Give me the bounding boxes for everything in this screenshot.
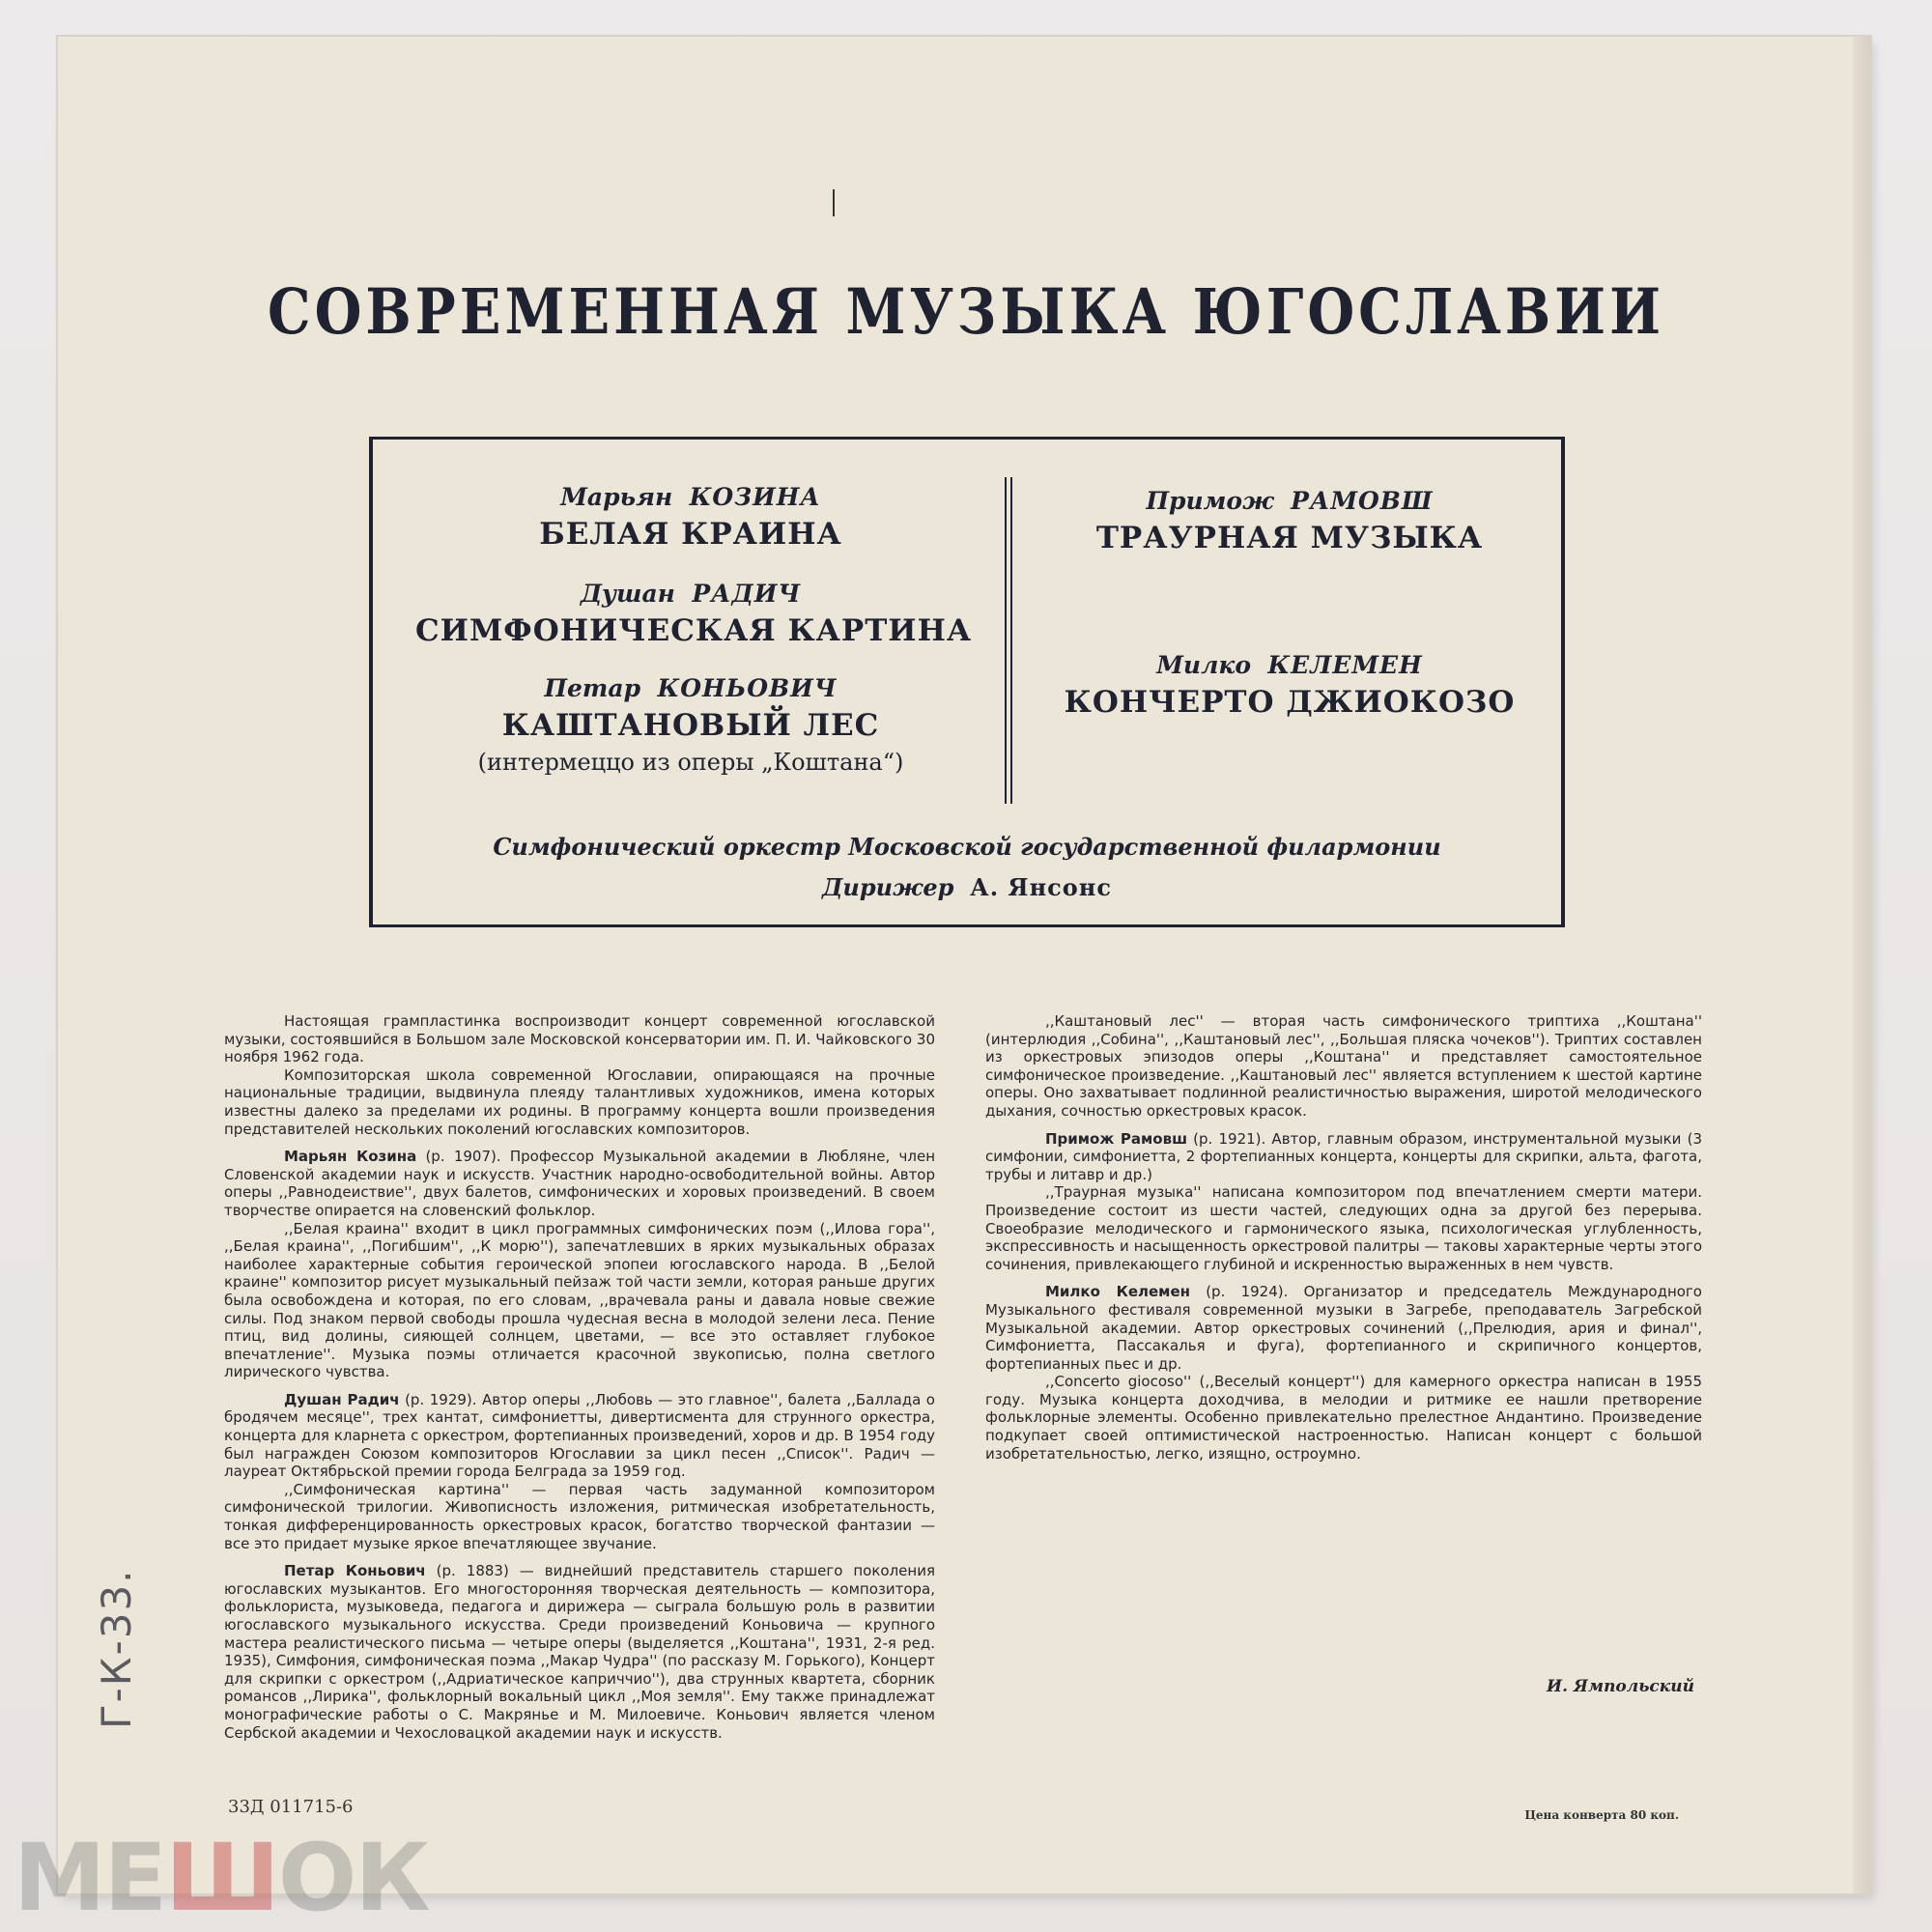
conductor-line xyxy=(369,873,1565,901)
notes-paragraph xyxy=(224,1391,935,1481)
work-title: СИМФОНИЧЕСКАЯ КАРТИНА xyxy=(415,613,973,648)
crop-mark xyxy=(833,189,835,216)
work-title: КОНЧЕРТО ДЖИОКОЗО xyxy=(1064,685,1516,720)
work-radich xyxy=(415,578,973,651)
composer-last-name: КОЗИНА xyxy=(689,483,821,511)
composer-name xyxy=(1034,649,1546,682)
work-title: КАШТАНОВЫЙ ЛЕС xyxy=(501,708,880,743)
composer-last-name: РАМОВШ xyxy=(1291,487,1434,515)
watermark-left: МЕ xyxy=(14,1824,166,1932)
notes-paragraph: ,,Каштановый лес'' — вторая часть симфонического триптиха ,,Коштана'' (интерлюдия ,,Собина'', ,,Каштановый лес'', ,,Большая пляска чочеков''). Триптих составлен из оркестровых эпизодов оперы ,,Коштана'' и представляет самостоятельное симфоническое произведение. ,,Каштановый лес'' является вступлением к шестой картине оперы. Оно захватывает подлинной реалистичностью выражения, широтой мелодического дыхания, сочностью оркестровых красок. xyxy=(985,1012,1702,1120)
work-title: ТРАУРНАЯ МУЗЫКА xyxy=(1095,521,1484,555)
work-kozina xyxy=(415,481,966,554)
composer-name xyxy=(1034,485,1546,518)
composer-bio: (р. 1929). Автор оперы ,,Любовь — это главное'', балета ,,Баллада о бродячем месяце'', трех кантат, симфониетты, дивертисмента для струнного оркестра, концерта для кларнета с оркестром, фортепианных произведений, хоров и др. В 1954 году был награжден Союзом композиторов Югославии за цикл песен ,,Список''. Радич — лауреат Октябрьской премии города Белграда за 1959 год. xyxy=(224,1390,935,1481)
notes-paragraph: ,,Белая краина'' входит в цикл программных симфонических поэм (,,Илова гора'', ,,Белая краина'', ,,Погибшим'', ,,К морю''), запечатлевших в ярких музыкальных образах наиболее характерные события героической эпопеи югославского народа. В ,,Белой краине'' композитор рисует музыкальный пейзаж той части земли, которая раньше других была освобождена и которая, по его словам, ,,врачевала раны и давала новые свежие силы. Под знаком первой свободы прошла чудесная весна в молодой зелени леса. Пение птиц, вид долины, сияющей солнцем, цветами, — все это оставляет глубокое впечатление''. Музыка поэмы отличается красочной звукописью, полна светлого лирического чувства. xyxy=(224,1219,935,1381)
composer-heading: Душан Радич xyxy=(284,1390,400,1408)
notes-author: И. Ямпольский xyxy=(1547,1677,1694,1696)
composer-heading: Примож Рамовш xyxy=(1045,1129,1188,1148)
composer-first-name: Петар xyxy=(544,674,641,702)
watermark-mid: Ш xyxy=(165,1824,278,1932)
notes-paragraph: ,,Симфоническая картина'' — первая часть задуманной композитором симфонической трилогии. Живописность изложения, ритмическая изобретательность, тонкая дифференцированность оркестровых красок, богатство творческой фантазии — все это придает музыке яркое впечатляющее звучание. xyxy=(224,1480,935,1552)
composer-last-name: КОНЬОВИЧ xyxy=(657,674,838,702)
composer-bio: (р. 1883) — виднейший представитель старшего поколения югославских музыкантов. Его многосторонняя творческая деятельность — композитора, фольклориста, музыковеда, педагога и дирижера — сыграла большую роль в развитии югославского музыкального искусства. Среди произведений Коньовича — крупного мастера реалистического письма — четыре оперы (выделяется ,,Коштана'', 1931, 2-я ред. 1935), Симфония, симфоническая поэма ,,Макар Чудра'' (по рассказу М. Горького), Концерт для скрипки с оркестром (,,Адриатическое каприччио''), два струнных квартета, сборник романсов ,,Лирика'', фольклорный вокальный цикл ,,Моя земля''. Ему также принадлежат монографические работы о С. Макрянье и М. Милоевиче. Коньович является членом Сербской академии и Чехословацкой академии наук и искусств. xyxy=(224,1562,935,1742)
composer-bio: (р. 1921). Автор, главным образом, инструментальной музыки (3 симфонии, симфониетта, 2 фортепианных концерта, концерты для скрипки, альта, фагота, трубы и литавр и др.) xyxy=(985,1129,1702,1183)
composer-name xyxy=(415,481,966,514)
composer-heading: Марьян Козина xyxy=(284,1148,417,1166)
composer-heading: Петар Коньович xyxy=(284,1562,426,1580)
composer-first-name: Душан xyxy=(580,580,675,608)
notes-paragraph: ,,Траурная музыка'' написана композитором под впечатлением смерти матери. Произведение состоит из шести частей, следующих одна за другой без перерыва. Своеобразие мелодического и гармонического языка, психологическая углубленность, экспрессивность и насыщенность оркестровой палитры — таковы характерные черты этого сочинения, привлекающего глубиной и искренностью выраженных в нем чувств. xyxy=(985,1183,1702,1273)
composer-last-name: РАДИЧ xyxy=(692,580,802,608)
watermark-logo xyxy=(14,1824,429,1932)
work-title: БЕЛАЯ КРАИНА xyxy=(539,517,842,552)
notes-paragraph: ,,Concerto giocoso'' (,,Веселый концерт'') для камерного оркестра написан в 1955 году. Музыка концерта доходчива, в мелодии и ритмике ее нашли претворение фольклорные элементы. Особенно привлекательно прелестное Андантино. Произведение подкупает своей оптимистической настроенностью. Написан концерт с большой изобретательностью, легко, изящно, остроумно. xyxy=(985,1373,1702,1463)
work-konjovich xyxy=(415,672,966,779)
notes-paragraph xyxy=(985,1283,1702,1373)
composer-heading: Милко Келемен xyxy=(1045,1283,1190,1301)
composer-first-name: Примож xyxy=(1146,487,1274,515)
notes-paragraph: Композиторская школа современной Югославии, опирающаяся на прочные национальные традиции, выдвинула плеяду талантливых художников, имена которых известны далеко за пределами их родины. В программу концерта вошли произведения представителей нескольких поколений югославских композиторов. xyxy=(224,1065,935,1138)
conductor-label: Дирижер xyxy=(822,873,954,901)
composer-bio: (р. 1924). Организатор и председатель Международного Музыкального фестиваля современной музыки в Загребе, преподаватель Загребской Музыкальной академии. Автор оркестровых сочинений (,,Прелюдия, ария и финал'', Симфониетта, Пассакалья и фуга), фортепианного и скрипичного концертов, фортепианных пьес и др. xyxy=(985,1283,1702,1373)
liner-notes-right xyxy=(985,1012,1702,1463)
program-divider xyxy=(1005,477,1012,804)
catalog-number: 33Д 011715-6 xyxy=(228,1797,354,1817)
notes-paragraph xyxy=(224,1148,935,1219)
notes-paragraph xyxy=(224,1562,935,1742)
watermark-right: ОК xyxy=(277,1824,429,1932)
work-ramovsh xyxy=(1034,485,1546,558)
album-title: СОВРЕМЕННАЯ МУЗЫКА ЮГОСЛАВИИ xyxy=(268,275,1664,349)
handwritten-note: Г-К-33. xyxy=(93,1568,140,1729)
conductor-name: А. Янсонс xyxy=(970,873,1112,901)
sleeve-price: Цена конверта 80 коп. xyxy=(1524,1808,1679,1822)
notes-paragraph: Настоящая грампластинка воспроизводит концерт современной югославской музыки, состоявшийся в Большом зале Московской консерватории им. П. И. Чайковского 30 ноября 1962 года. xyxy=(224,1012,935,1066)
liner-notes-left xyxy=(224,1012,935,1742)
composer-first-name: Милко xyxy=(1156,651,1251,679)
composer-first-name: Марьян xyxy=(560,483,673,511)
composer-name xyxy=(415,578,966,611)
work-kelemen xyxy=(1034,649,1546,723)
notes-paragraph xyxy=(985,1130,1702,1184)
composer-bio: (р. 1907). Профессор Музыкальной академии в Любляне, член Словенской академии наук и искусств. Участник народно-освободительной войны. Автор оперы ,,Равнодеиствие'', двух балетов, симфонических и хоровых произведений. В своем творчестве опирается на словенский фольклор. xyxy=(224,1148,935,1219)
orchestra-line: Симфонический оркестр Московской государственной филармонии xyxy=(493,833,1441,861)
work-note: (интермеццо из оперы „Коштана“) xyxy=(477,749,904,776)
composer-name xyxy=(415,672,966,705)
composer-last-name: КЕЛЕМЕН xyxy=(1267,651,1423,679)
